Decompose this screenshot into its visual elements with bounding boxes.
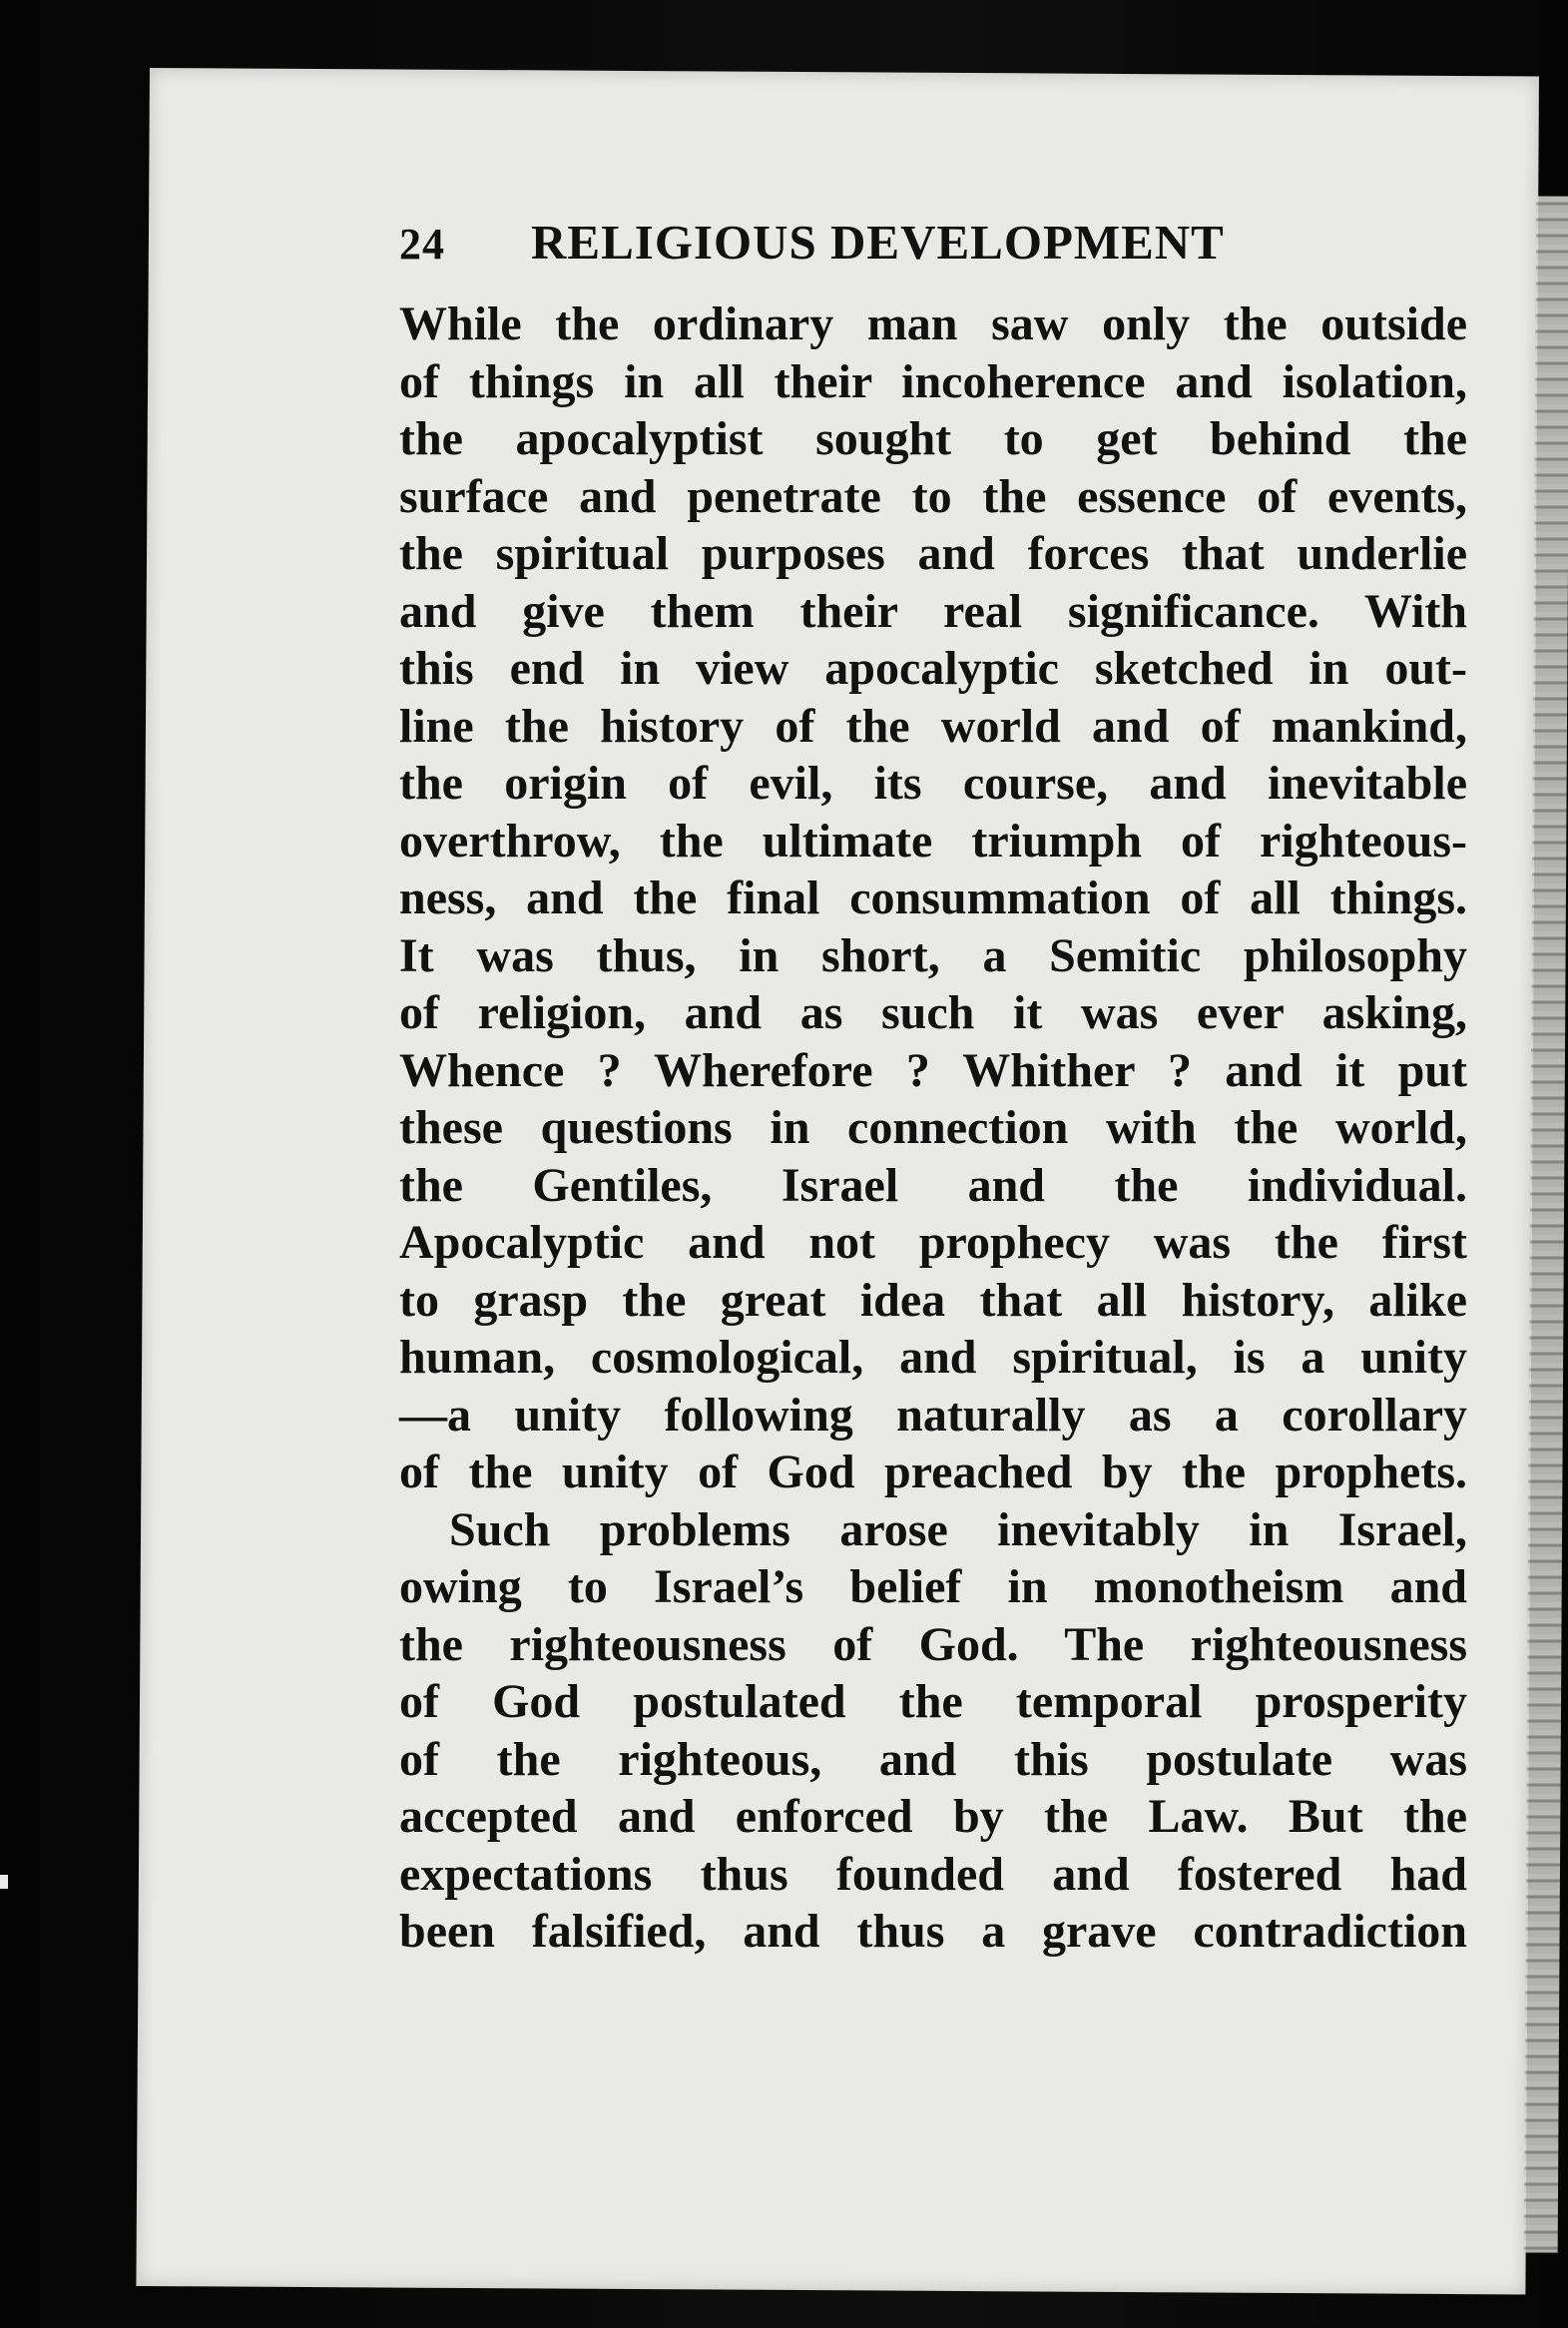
text-line: the apocalyptist sought to get behind the [399,412,1467,465]
text-line: the righteousness of God. The righteousness [399,1617,1467,1671]
text-line: Such problems arose inevitably in Israel, [449,1502,1467,1556]
page-content [245,214,1467,1961]
text-line: this end in view apocalyptic sketched in out- [399,642,1467,695]
running-head [399,214,1467,278]
text-line: of religion, and as such it was ever asking, [399,986,1467,1039]
text-line: Apocalyptic and not prophecy was the first [399,1216,1467,1269]
text-line: of the righteous, and this postulate was [399,1732,1467,1786]
page-edge [1524,196,1568,2252]
scan-artifact [0,1875,8,1889]
text-line: the Gentiles, Israel and the individual. [399,1158,1467,1212]
text-line: to grasp the great idea that all history, alike [399,1273,1467,1327]
text-line: of things in all their incoherence and isolation, [399,354,1467,408]
page-number: 24 [399,220,445,269]
running-title: RELIGIOUS DEVELOPMENT [531,215,1225,270]
text-line: of God postulated the temporal prosperity [399,1675,1467,1728]
text-line: —a unity following naturally as a corollary [399,1388,1467,1442]
text-line: of the unity of God preached by the prophets. [399,1446,1467,1498]
text-line: Whence ? Wherefore ? Whither ? and it put [399,1043,1467,1097]
text-line: the spiritual purposes and forces that underlie [399,527,1467,580]
text-line: owing to Israel’s belief in monotheism and [399,1560,1467,1613]
text-line: overthrow, the ultimate triumph of righteous- [399,814,1467,868]
text-line: human, cosmological, and spiritual, is a unity [399,1331,1467,1384]
text-line: these questions in connection with the world, [399,1101,1467,1154]
text-line: accepted and enforced by the Law. But the [399,1790,1467,1843]
text-line: expectations thus founded and fostered had [399,1847,1467,1901]
text-line: and give them their real significance. With [399,584,1467,638]
text-line: It was thus, in short, a Semitic philosophy [399,928,1467,982]
body-text [399,295,1467,1961]
text-line: surface and penetrate to the essence of events, [399,469,1467,523]
text-line: been falsified, and thus a grave contradiction [399,1905,1467,1958]
text-line: ness, and the final consummation of all things. [399,872,1467,924]
text-line: While the ordinary man saw only the outside [399,297,1467,350]
text-line: the origin of evil, its course, and inevitable [399,757,1467,810]
text-line: line the history of the world and of mankind, [399,699,1467,753]
